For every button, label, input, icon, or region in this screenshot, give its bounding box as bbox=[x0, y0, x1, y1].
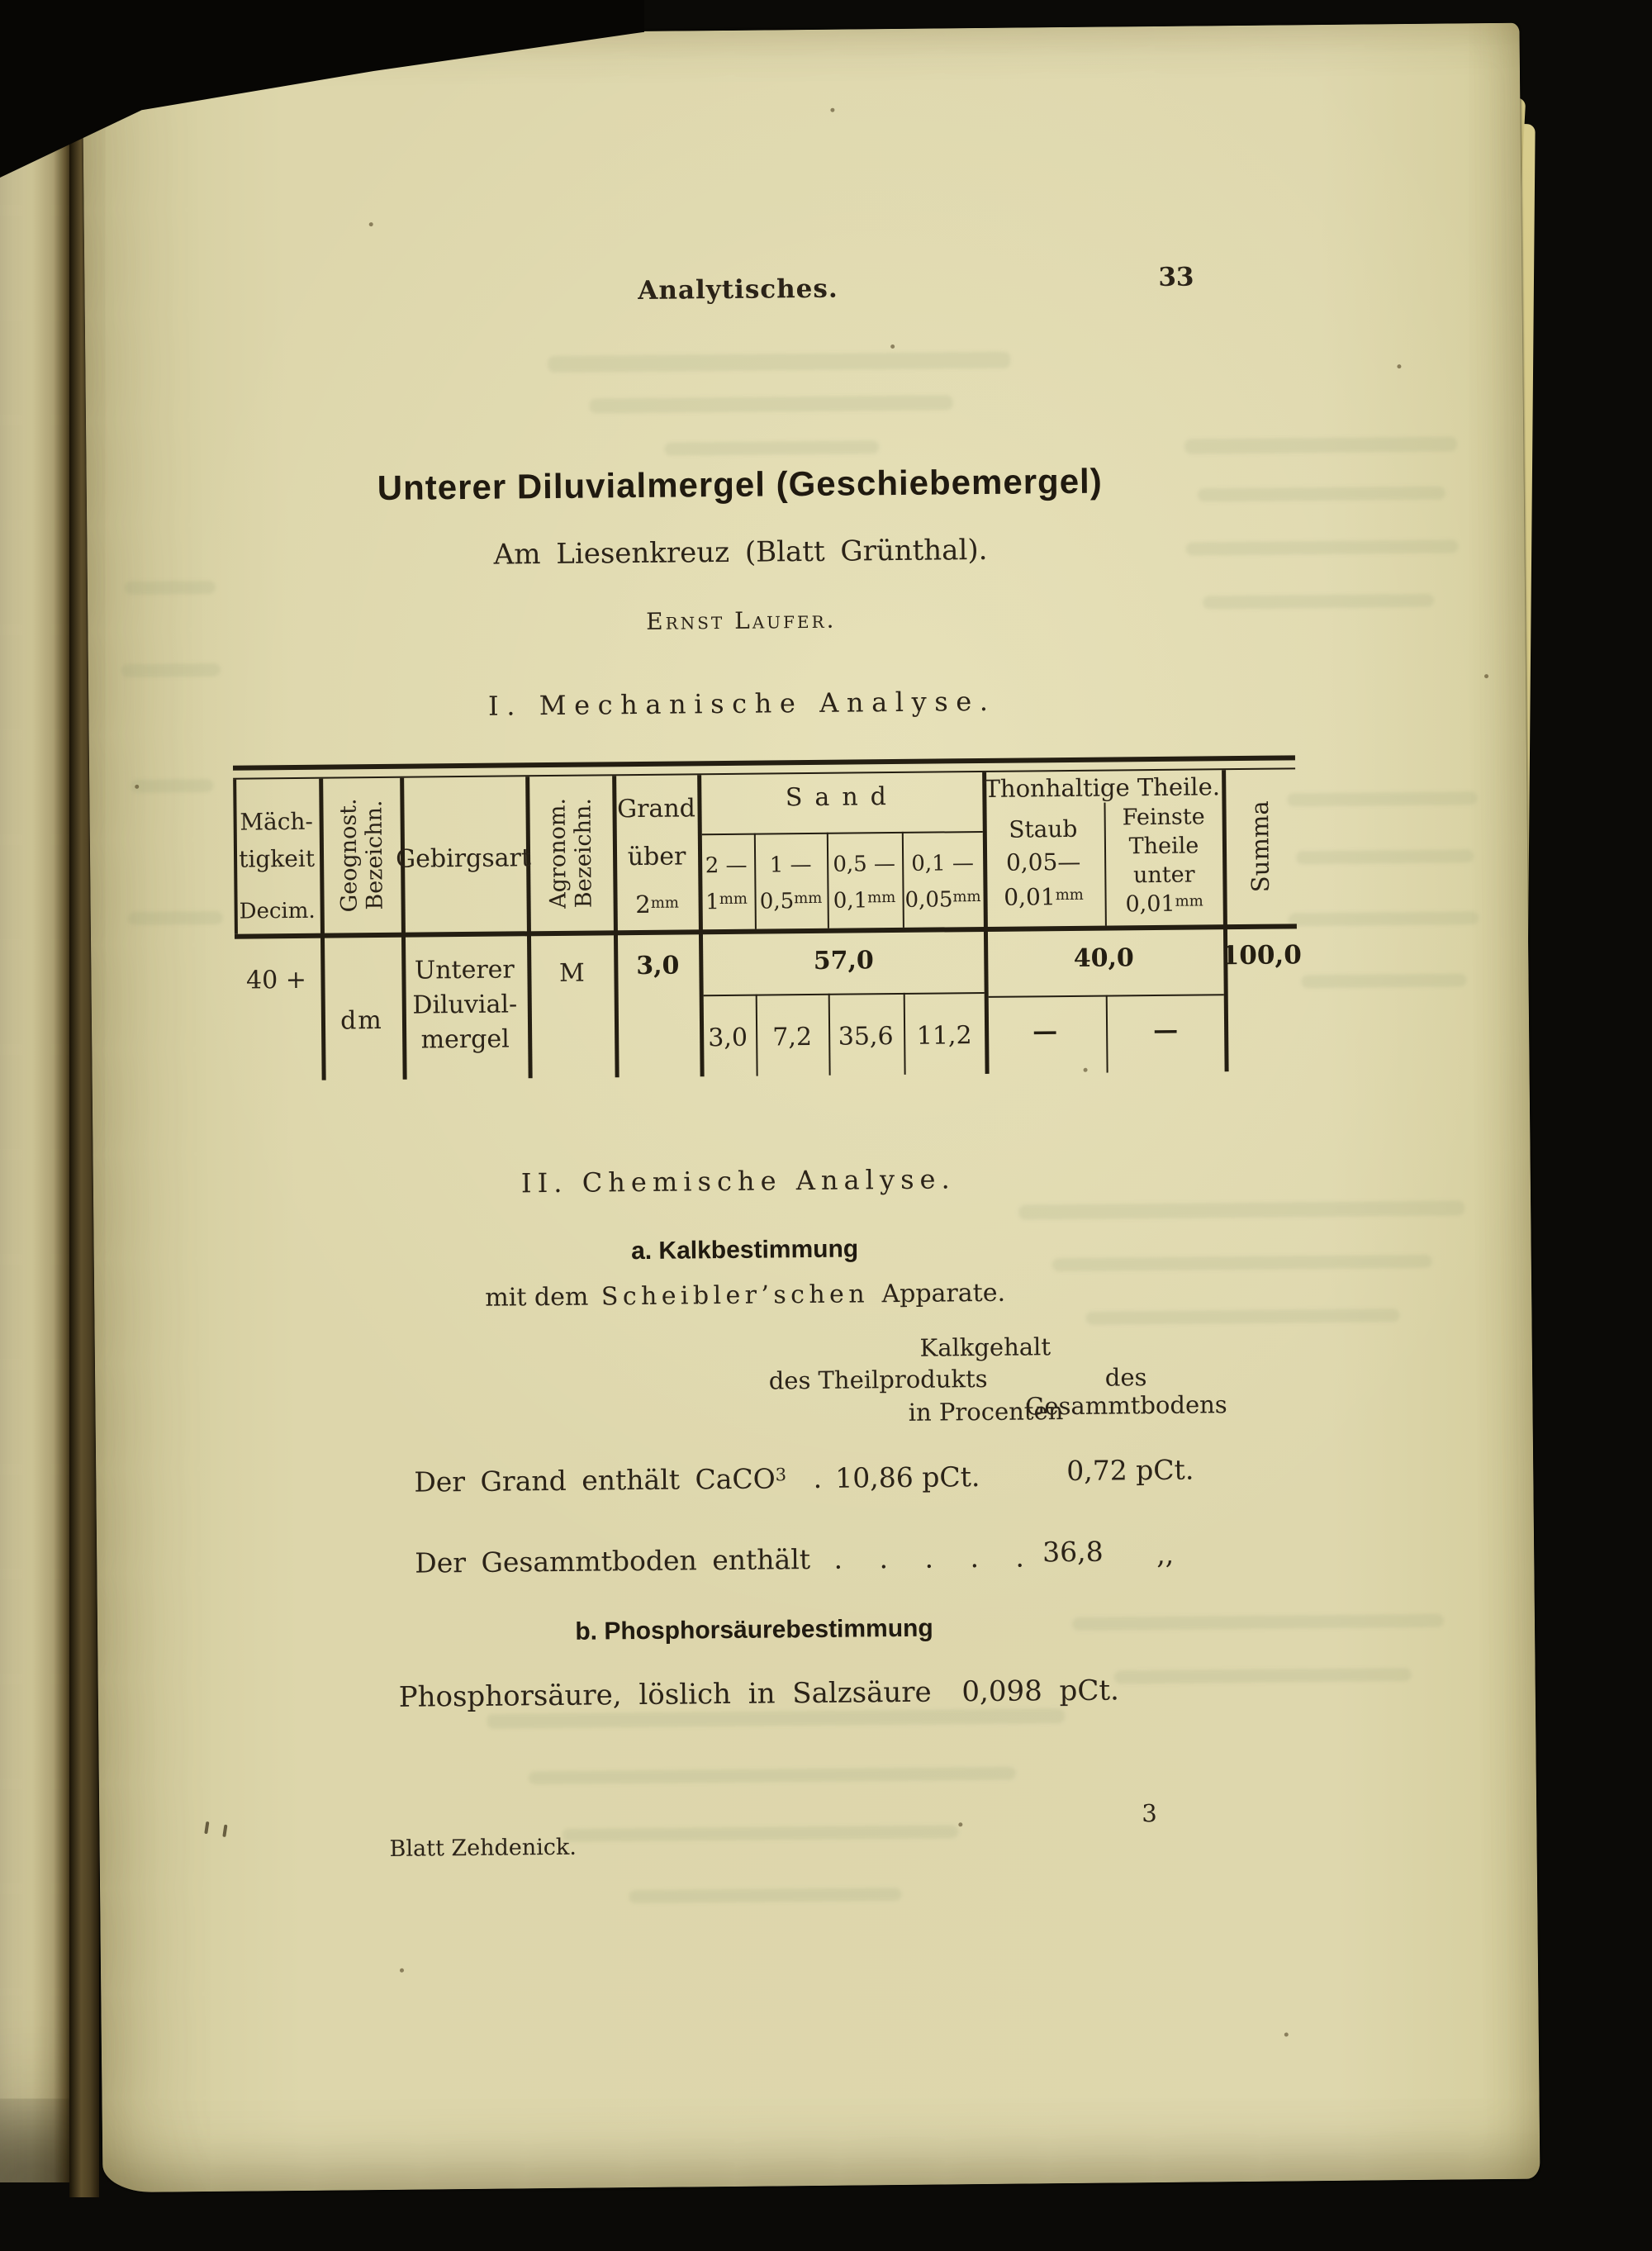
table-rule bbox=[702, 831, 983, 835]
kalk-unit-line: in Procenten bbox=[908, 1397, 1064, 1427]
col-header-maechtigkeit-unit: Decim. bbox=[239, 898, 316, 924]
row-sand-value: 7,2 bbox=[772, 1022, 813, 1052]
bleed-through-text bbox=[1085, 1308, 1399, 1325]
table-rule bbox=[400, 778, 407, 1080]
col-header-agronom: Agronom. Bezeichn. bbox=[544, 797, 597, 909]
bleed-through-text bbox=[1184, 436, 1457, 454]
col-header-staub: $0,01^{mm}$ bbox=[1004, 883, 1084, 911]
kalk-result-title: Kalkgehalt bbox=[919, 1332, 1051, 1362]
bleed-through-text bbox=[664, 440, 879, 455]
row-thon-total: 40,0 bbox=[1073, 943, 1134, 973]
ditto-mark: ,, bbox=[1156, 1537, 1175, 1571]
table-rule bbox=[233, 780, 238, 934]
table-rule bbox=[902, 832, 904, 928]
kalk-col-gesammtboden: des Gesammtbodens bbox=[1025, 1363, 1227, 1421]
article-title: Unterer Diluvialmergel (Geschiebemergel) bbox=[377, 461, 1103, 508]
col-header-feinste: $0,01^{mm}$ bbox=[1125, 890, 1203, 918]
row-summa: 100,0 bbox=[1221, 940, 1302, 971]
kalk-grand-theilprodukt-value: 10,86 pCt. bbox=[835, 1460, 980, 1494]
sand-col-3: $0,1^{mm}$ bbox=[833, 888, 896, 914]
bleed-through-text bbox=[629, 1888, 901, 1903]
table-rule bbox=[235, 924, 1297, 938]
col-header-feinste: unter bbox=[1132, 862, 1195, 889]
bleed-through-text bbox=[1301, 973, 1466, 988]
page-number: 33 bbox=[1158, 262, 1194, 292]
table-rule bbox=[525, 776, 533, 1078]
paper-speck bbox=[958, 1822, 962, 1826]
previous-page-edge bbox=[0, 63, 71, 2182]
kalk-gesammtboden-value: 36,8 bbox=[1042, 1535, 1104, 1569]
stray-print-mark bbox=[204, 1821, 209, 1834]
table-rule bbox=[982, 772, 990, 1074]
row-maechtigkeit: 40 + bbox=[245, 965, 307, 995]
kalk-grand-gesammtboden-value: 0,72 pCt. bbox=[1066, 1453, 1194, 1488]
row-gebirgsart: Diluvial- bbox=[412, 990, 518, 1020]
sand-col-2: $0,5^{mm}$ bbox=[759, 889, 823, 914]
section-heading-mechanical: I. Mechanische Analyse. bbox=[487, 685, 996, 722]
bleed-through-text bbox=[125, 581, 216, 595]
bleed-through-text bbox=[590, 395, 953, 413]
sand-col-1: $1^{mm}$ bbox=[705, 890, 748, 915]
col-header-geognost: Geognost. Bezeichn. bbox=[335, 798, 388, 913]
signature-mark: 3 bbox=[1142, 1799, 1157, 1828]
row-agronom: M bbox=[558, 958, 585, 988]
col-header-staub: Staub bbox=[1009, 814, 1078, 843]
row-thon-value: — bbox=[1152, 1015, 1179, 1046]
bleed-through-text bbox=[1296, 849, 1474, 864]
col-header-feinste: Feinste bbox=[1122, 804, 1205, 831]
sand-col-2: 1 — bbox=[769, 852, 812, 878]
col-header-grand: Grand bbox=[616, 794, 696, 824]
bleed-through-text bbox=[562, 1825, 958, 1842]
table-rule bbox=[827, 833, 829, 928]
sand-col-3: 0,5 — bbox=[833, 852, 896, 877]
row-grand-value: 3,0 bbox=[636, 951, 680, 981]
kalk-col-theilprodukt: des Theilprodukts bbox=[768, 1364, 988, 1395]
paper-speck bbox=[1484, 674, 1488, 678]
col-group-sand: Sand bbox=[785, 781, 900, 813]
table-rule bbox=[1104, 803, 1106, 926]
sand-col-4: 0,1 — bbox=[911, 851, 975, 876]
section-heading-chemical: II. Chemische Analyse. bbox=[520, 1163, 956, 1199]
paper-speck bbox=[135, 785, 139, 789]
paper-speck bbox=[830, 108, 834, 112]
col-header-staub: 0,05— bbox=[1005, 848, 1081, 876]
paper-speck bbox=[1284, 2033, 1289, 2037]
mechanical-analysis-table bbox=[233, 755, 1302, 1095]
row-sand-value: 11,2 bbox=[916, 1021, 972, 1051]
kalk-heading: a. Kalkbestimmung bbox=[630, 1235, 859, 1266]
article-author: Ernst Laufer. bbox=[646, 605, 837, 635]
stray-print-mark bbox=[222, 1825, 227, 1837]
row-sand-value: 3,0 bbox=[708, 1023, 748, 1053]
paper-speck bbox=[890, 344, 895, 349]
bleed-through-text bbox=[1289, 911, 1479, 926]
apparatus-line: mit dem Scheibler’schen Apparate. bbox=[485, 1278, 1006, 1313]
kalk-row-grand: Der Grand enthält CaCO$^3$ . bbox=[414, 1461, 823, 1498]
row-gebirgsart: mergel bbox=[420, 1024, 510, 1055]
row-thon-value: — bbox=[1032, 1017, 1058, 1047]
table-rule bbox=[697, 775, 705, 1076]
sand-col-4: $0,05^{mm}$ bbox=[904, 887, 981, 913]
phosphor-heading: b. Phosphorsäurebestimmung bbox=[575, 1614, 933, 1646]
table-rule bbox=[754, 833, 757, 929]
phosphor-result: Phosphorsäure, löslich in Salzsäure 0,098 pCt. bbox=[398, 1674, 1120, 1714]
bleed-through-text bbox=[128, 911, 223, 925]
table-rule bbox=[704, 992, 985, 996]
row-geognost: dm bbox=[339, 1005, 383, 1036]
paper-speck bbox=[369, 222, 373, 226]
catchword: Blatt Zehdenick. bbox=[389, 1834, 577, 1862]
bleed-through-text bbox=[529, 1767, 1016, 1785]
table-rule bbox=[319, 779, 326, 1080]
col-group-thonhaltige: Thonhaltige Theile. bbox=[984, 772, 1221, 803]
col-header-maechtigkeit: tigkeit bbox=[238, 844, 316, 873]
row-gebirgsart: Unterer bbox=[414, 955, 515, 985]
running-header: Analytisches. bbox=[638, 273, 838, 306]
col-header-gebirgsart: Gebirgsart bbox=[396, 843, 532, 874]
bleed-through-text bbox=[121, 663, 221, 677]
col-header-summa: Summa bbox=[1245, 800, 1275, 893]
bleed-through-text bbox=[1287, 791, 1477, 806]
table-rule bbox=[1222, 770, 1229, 1071]
col-header-feinste: Theile bbox=[1128, 833, 1199, 860]
col-header-maechtigkeit: Mäch- bbox=[240, 807, 314, 836]
bleed-through-text bbox=[1018, 1200, 1464, 1219]
col-header-grand: über bbox=[627, 842, 686, 872]
bleed-through-text bbox=[131, 779, 213, 793]
row-sand-value: 35,6 bbox=[838, 1022, 894, 1052]
col-header-grand-size: $2^{mm}$ bbox=[635, 890, 680, 919]
table-rule bbox=[828, 994, 831, 1076]
table-rule bbox=[233, 755, 1295, 770]
table-rule bbox=[1106, 995, 1108, 1073]
article-subtitle: Am Liesenkreuz (Blatt Grünthal). bbox=[493, 533, 988, 572]
bleed-through-text bbox=[1203, 594, 1434, 610]
paper-speck bbox=[400, 1968, 404, 1973]
bleed-through-text bbox=[548, 352, 1010, 373]
table-rule bbox=[904, 993, 906, 1075]
row-sand-total: 57,0 bbox=[813, 946, 874, 976]
kalk-row-gesammtboden: Der Gesammtboden enthält . . . . . bbox=[415, 1541, 1025, 1579]
table-rule bbox=[756, 995, 758, 1076]
book-page bbox=[83, 23, 1540, 2193]
sand-col-1: 2 — bbox=[705, 852, 748, 879]
paper-speck bbox=[1397, 364, 1401, 368]
